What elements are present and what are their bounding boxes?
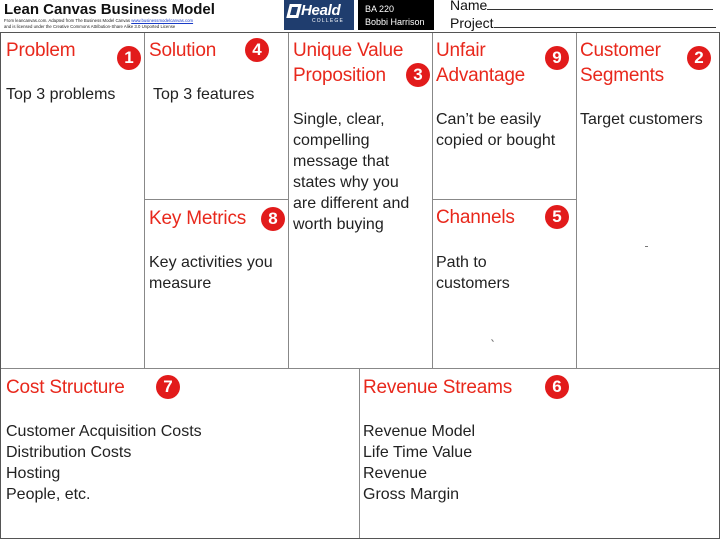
uvp-block [288,32,433,369]
name-label: Name [450,0,488,13]
revenue-streams-block [359,368,720,539]
key-metrics-number-badge: 8 [261,207,285,231]
body-line: Revenue Model [363,423,476,440]
project-label: Project [450,15,494,31]
body-line: Life Time Value [363,444,473,461]
body-line: copied or bought [436,132,556,149]
unfair-title-line: Advantage [436,65,526,86]
cost-structure-block [0,368,360,539]
credit-line-1 [4,19,193,23]
body-line: are different and [293,195,410,212]
body-line: Gross Margin [363,486,460,503]
uvp-title-line: Unique Value [293,40,404,61]
name-field[interactable] [450,0,713,13]
credit-link[interactable]: www.businessmodelcanvas.com [131,18,194,23]
customer-segments-number-badge: 2 [687,46,711,70]
problem-block [0,32,145,369]
channels-title: Channels [436,207,515,228]
stray-mark [645,246,648,247]
cost-structure-body [6,421,202,505]
unfair-advantage-number-badge: 9 [545,46,569,70]
body-line: Target customers [580,111,703,128]
name-underline[interactable] [487,0,713,10]
channels-body [436,252,510,294]
segments-title-line: Segments [580,65,664,86]
body-line: Path to [436,254,487,271]
revenue-streams-title: Revenue Streams [363,377,513,398]
body-line: Customer Acquisition Costs [6,423,202,440]
credit-text: From leancanvas.com. Adapted from The Business Model Canvas [4,18,132,23]
customer-segments-body [580,109,703,130]
segments-title-line: Customer [580,40,661,61]
instructor-name: Bobbi Harrison [365,17,425,27]
body-line: Distribution Costs [6,444,132,461]
problem-title: Problem [6,40,76,61]
body-line: Top 3 problems [6,86,116,103]
course-code: BA 220 [365,4,395,14]
body-line: measure [149,275,212,292]
canvas-title: Lean Canvas Business Model [4,1,215,18]
solution-number-badge: 4 [245,38,269,62]
body-line: People, etc. [6,486,91,503]
body-line: message that [293,153,390,170]
unfair-title-line: Unfair [436,40,486,61]
uvp-title [293,38,403,88]
heald-college-logo [284,0,354,30]
solution-block [144,32,289,200]
project-field[interactable] [450,15,716,31]
customer-segments-block [576,32,720,369]
body-line: worth buying [293,216,384,233]
body-line: compelling [293,132,370,149]
cost-structure-number-badge: 7 [156,375,180,399]
unfair-advantage-body [436,109,555,151]
revenue-streams-number-badge: 6 [545,375,569,399]
cost-structure-title: Cost Structure [6,377,125,398]
channels-block [432,199,577,369]
body-line: Revenue [363,465,428,482]
uvp-body [293,109,409,235]
unfair-advantage-block [432,32,577,200]
project-underline[interactable] [494,15,716,28]
body-line: Single, clear, [293,111,385,128]
key-metrics-block [144,199,289,369]
solution-body [153,84,254,105]
lean-canvas-grid [0,32,720,540]
problem-number-badge: 1 [117,46,141,70]
uvp-number-badge: 3 [406,63,430,87]
course-info [358,0,434,30]
solution-title: Solution [149,40,217,61]
logo-subtitle: COLLEGE [312,18,345,24]
logo-mark-icon [286,4,301,18]
body-line: states why you [293,174,399,191]
key-metrics-title: Key Metrics [149,208,247,229]
problem-body [6,84,115,105]
body-line: Top 3 features [153,86,255,103]
body-line: Key activities you [149,254,273,271]
body-line: customers [436,275,510,292]
key-metrics-body [149,252,273,294]
logo-wordmark: Heald [301,2,341,19]
channels-number-badge: 5 [545,205,569,229]
stray-mark [491,339,494,342]
body-line: Hosting [6,465,61,482]
revenue-streams-body [363,421,475,505]
body-line: Can’t be easily [436,111,541,128]
credit-line-2: and is licensed under the Creative Commons Attribution-Share Alike 3.0 Unported License [4,24,176,29]
uvp-title-line: Proposition [293,65,386,86]
unfair-advantage-title [436,38,525,88]
customer-segments-title [580,38,664,88]
